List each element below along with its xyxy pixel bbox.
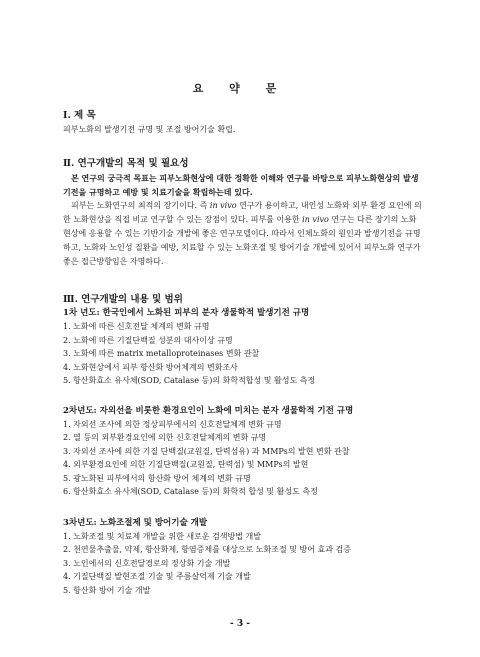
year-2-title: 2차년도: 자외선을 비롯한 환경요인이 노화에 미치는 분자 생물학적 기전 규명 xyxy=(63,405,354,416)
list-item: 3. 노인에서의 신호전달경로의 정상화 기술 개발 xyxy=(63,558,231,568)
list-item: 1. 노화조절 및 치료제 개발을 위한 새로운 검색방법 개발 xyxy=(63,531,261,541)
section-1-body: 피부노화의 발생기전 규명 및 조절 방어기술 확립. xyxy=(63,125,236,134)
list-item: 3. 노화에 따른 matrix metalloproteinases 변화 관찰 xyxy=(63,349,260,358)
summary-title: 요 약 문 xyxy=(192,82,288,95)
section-2-bold-paragraph: 본 연구의 궁극적 목표는 피부노화현상에 대한 정확한 이해와 연구를 바탕으로 피부노화현상의 발생기전을 규명하고 예방 및 치료기술을 확립하는데 있다. xyxy=(63,173,419,197)
section-2-paragraph xyxy=(63,199,423,269)
year-1-title: 1차 년도: 한국인에서 노화된 피부의 분자 생물학적 발생기전 규명 xyxy=(63,308,310,318)
section-2-heading: Ⅱ. 연구개발의 목적 및 필요성 xyxy=(63,158,189,169)
year-1-block xyxy=(63,307,423,388)
list-item: 3. 자외선 조사에 의한 기질 단백질(교원질, 탄력섬유) 과 MMPs의 발현 변화 관찰 xyxy=(63,446,350,456)
para-text: 피부는 노화연구의 최적의 장기이다. 즉 xyxy=(71,201,210,210)
para-text: 연구는 다른 장기의 노화현상에 응용할 수 있는 기반기술 개발에 좋은 연구모델이다. 따라서 인체노화의 원인과 발생기전을 규명하고, 노화와 노인성 질환을 예방, 치료할 수 있는 노화조절 및 방어기술 개발에 있어서 피부노화 연구가 좋은 접근방향임은 자명하다. xyxy=(63,215,421,266)
para-italic-term: in vivo xyxy=(302,215,329,224)
section-3-heading: Ⅲ. 연구개발의 내용 및 범위 xyxy=(63,294,183,305)
year-3-block xyxy=(63,517,423,598)
list-item: 6. 항산화효소 유사체(SOD, Catalase 등)의 화학적 합성 및 활성도 측정 xyxy=(63,487,318,496)
list-item: 5. 항산화효소 유사체(SOD, Catalase 등)의 화학적합성 및 활성도 측정 xyxy=(63,376,316,385)
list-item: 2. 천연물추출물, 약제, 항산화제, 항염증제를 대상으로 노화조절 및 방어 효과 검증 xyxy=(63,545,351,554)
section-1 xyxy=(63,109,423,137)
year-3-title: 3차년도: 노화조절제 및 방어기술 개발 xyxy=(63,517,208,528)
section-2 xyxy=(63,157,423,269)
list-item: 2. 열 등의 외부환경요인에 의한 신호전달체계의 변화 규명 xyxy=(63,433,267,442)
section-1-heading: Ⅰ. 제 목 xyxy=(63,110,96,121)
list-item: 5. 광노화된 피부에서의 항산화 방어 체계의 변화 규명 xyxy=(63,473,251,483)
section-3 xyxy=(63,293,423,597)
list-item: 5. 항산화 방어 기술 개발 xyxy=(63,585,151,595)
list-item: 1. 자외선 조사에 의한 정상피부에서의 신호전달체계 변화 규명 xyxy=(63,419,282,429)
list-item: 4. 기질단백질 발현조절 기술 및 주름살억제 기술 개발 xyxy=(63,572,251,581)
list-item: 2. 노화에 따른 기질단백질 성분의 대사이상 규명 xyxy=(63,335,233,345)
para-italic-term: in vivo xyxy=(209,201,237,210)
page-number: - 3 - xyxy=(230,619,250,629)
para-text: 연구가 용이하고, 내인성 노화와 외부 환경 요인에 의한 노화현상을 직접 비교 연구할 수 있는 장점이 있다. 피부를 이용한 xyxy=(63,201,422,224)
list-item: 4. 외부환경요인에 의한 기질단백질(교원질, 탄력섬) 및 MMPs의 발현 xyxy=(63,460,309,469)
list-item: 4. 노화현상에서 피부 항산화 방어체계의 변화조사 xyxy=(63,362,238,372)
list-item: 1. 노화에 따른 신호전달 체계의 변화 규명 xyxy=(63,322,210,331)
year-2-block xyxy=(63,405,423,499)
